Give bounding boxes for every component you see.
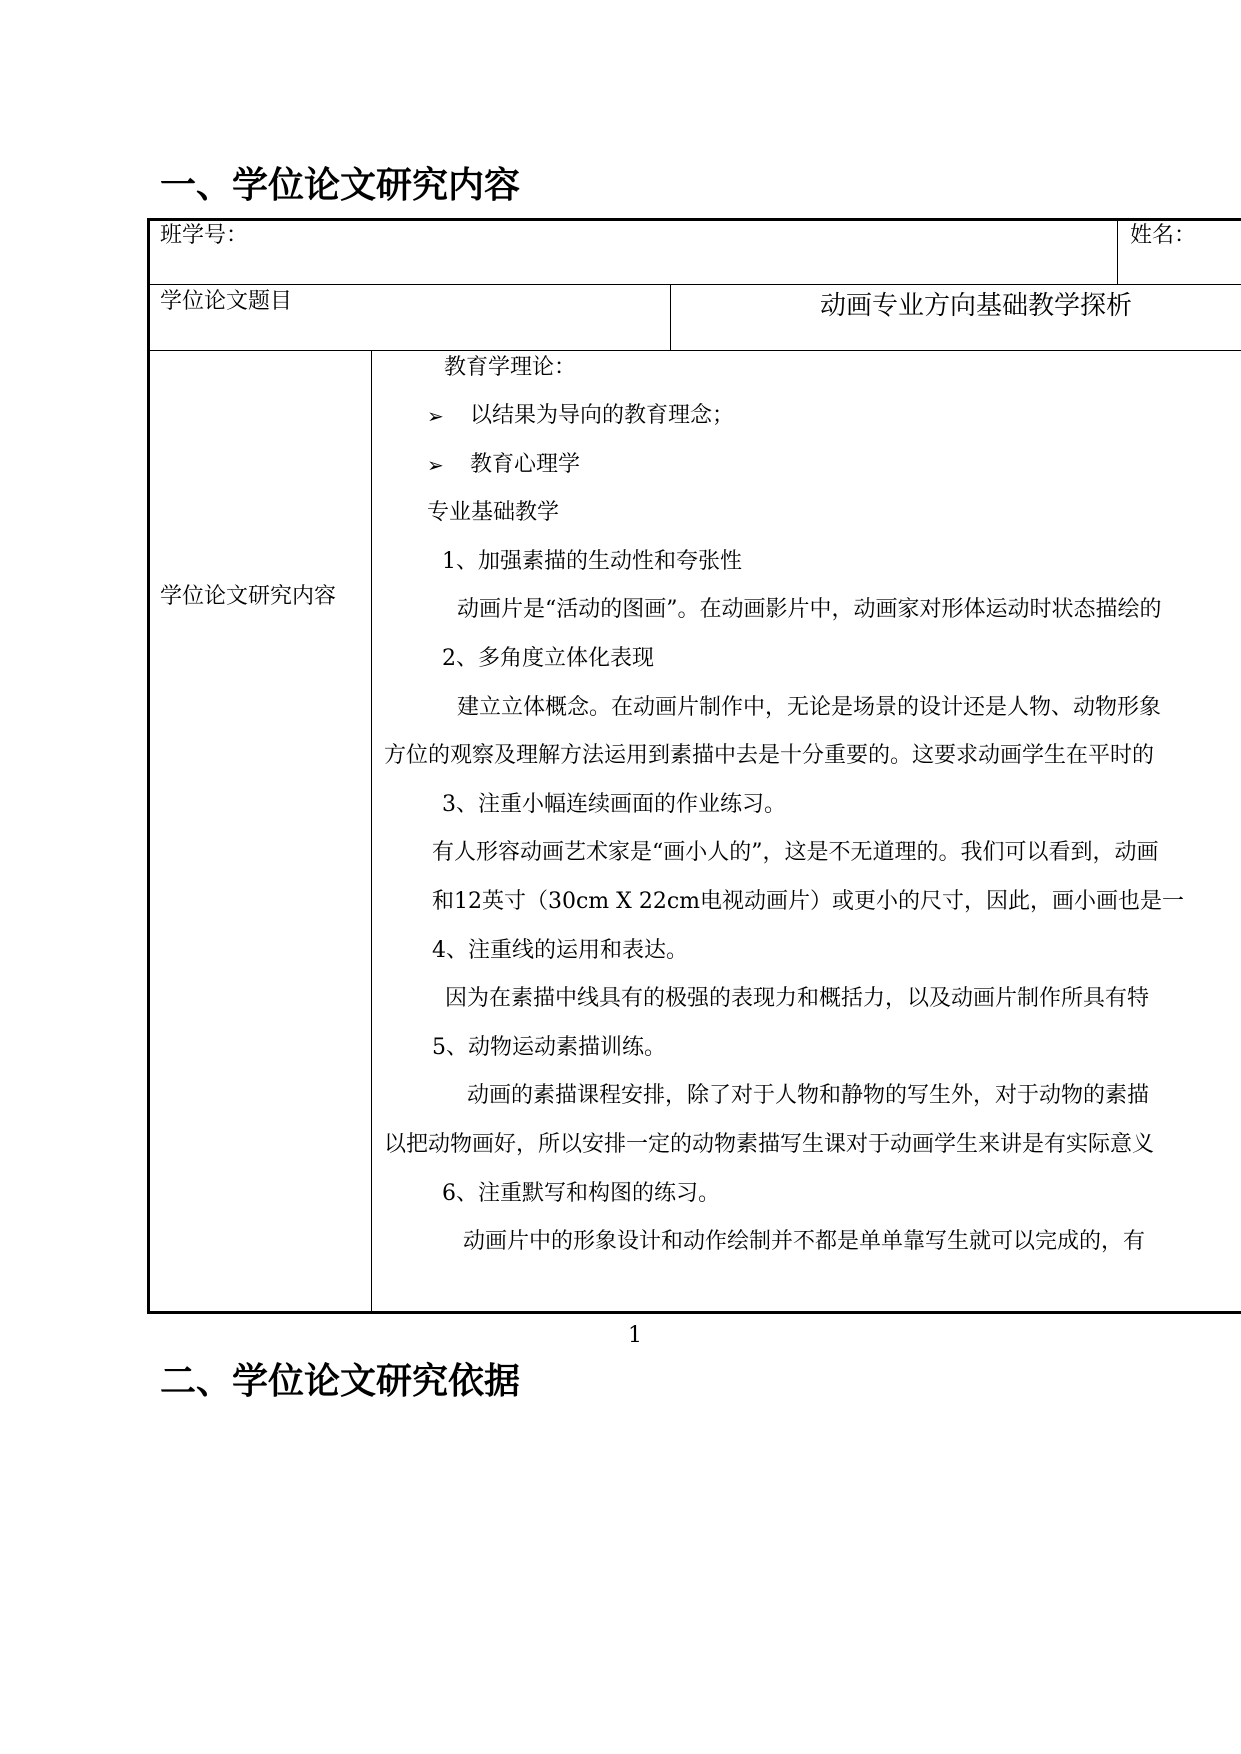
research-content-label: 学位论文研究内容 — [160, 584, 337, 609]
content-line-7: 2、多角度立体化表现 — [442, 646, 654, 671]
content-line-6: 动画片是“活动的图画”。在动画影片中，动画家对形体运动时状态描绘的 — [457, 597, 1162, 622]
class-number-label: 班学号： — [160, 223, 249, 248]
content-line-18: 6、注重默写和构图的练习。 — [442, 1181, 720, 1206]
content-line-5: 1、加强素描的生动性和夸张性 — [442, 549, 742, 574]
thesis-title-value: 动画专业方向基础教学探析 — [820, 291, 1133, 321]
content-line-4: 专业基础教学 — [427, 500, 560, 525]
table-top-border — [147, 218, 1241, 221]
content-line-3: 教育心理学 — [470, 452, 581, 477]
content-cell-divider — [371, 350, 372, 1313]
page-number: 1 — [628, 1323, 642, 1348]
name-label: 姓名： — [1130, 223, 1197, 248]
content-line-16: 动画的素描课程安排，除了对于人物和静物的写生外，对于动物的素描 — [467, 1083, 1150, 1108]
content-line-13: 4、注重线的运用和表达。 — [432, 938, 688, 963]
section-1-heading: 一、学位论文研究内容 — [160, 165, 521, 206]
thesis-title-label: 学位论文题目 — [160, 289, 293, 314]
content-line-9: 方位的观察及理解方法运用到素描中去是十分重要的。这要求动画学生在平时的 — [384, 743, 1155, 768]
title-cell-divider — [670, 284, 671, 351]
content-line-12: 和12英寸（30cm X 22cm电视动画片）或更小的尺寸，因此，画小画也是一 — [432, 889, 1184, 914]
content-line-10: 3、注重小幅连续画面的作业练习。 — [442, 792, 786, 817]
content-line-1: 教育学理论： — [444, 355, 577, 380]
table-left-border — [147, 218, 150, 1314]
content-line-17: 以把动物画好，所以安排一定的动物素描写生课对于动画学生来讲是有实际意义 — [384, 1132, 1155, 1157]
table-bottom-border — [147, 1311, 1241, 1314]
arrow-bullet-icon: ➢ — [427, 453, 444, 477]
content-line-15: 5、动物运动素描训练。 — [432, 1035, 666, 1060]
table-row-divider-2 — [147, 350, 1241, 351]
name-cell-divider — [1117, 218, 1118, 285]
content-line-14: 因为在素描中线具有的极强的表现力和概括力，以及动画片制作所具有特 — [445, 986, 1150, 1011]
content-line-2: 以结果为导向的教育理念； — [470, 403, 735, 428]
table-row-divider-1 — [147, 284, 1241, 285]
arrow-bullet-icon: ➢ — [427, 404, 444, 428]
content-line-19: 动画片中的形象设计和动作绘制并不都是单单靠写生就可以完成的，有 — [463, 1229, 1146, 1254]
content-line-8: 建立立体概念。在动画片制作中，无论是场景的设计还是人物、动物形象 — [457, 695, 1162, 720]
section-2-heading: 二、学位论文研究依据 — [160, 1361, 521, 1402]
content-line-11: 有人形容动画艺术家是“画小人的”，这是不无道理的。我们可以看到，动画 — [432, 840, 1159, 865]
